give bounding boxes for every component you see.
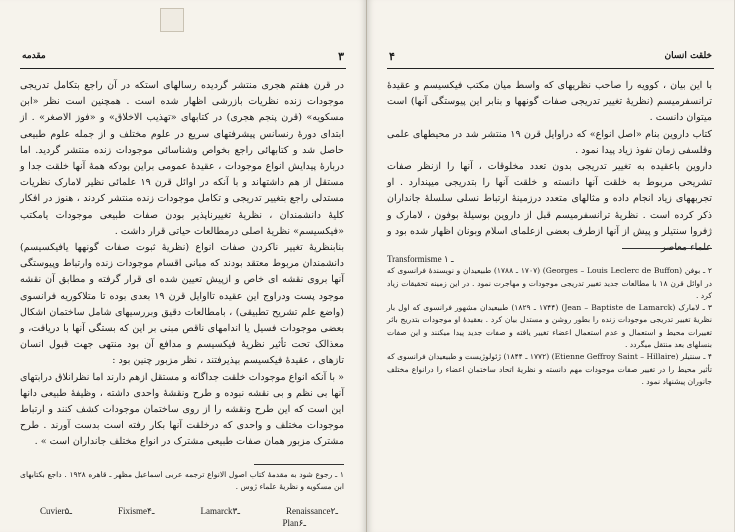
footnote: ۳ ـ لامارک (Jean – Baptiste de Lamarck) (۱۷۴۴ ـ ۱۸۲۹) طبیعیدان مشهور فرانسوی که اول بار نظریهٔ تغییر تدریجی موجودات زنده را بطور روشن و مستدل بیان کرد . بعقیدهٔ او موجودات بتدریج باثر تغییرات محیط و استعمال و عدم استعمال اعضاء تغییر یافته و صفات جدید پیدا میکنند و این صفات بنسلهای بعد منتقل میگردد . <box>387 303 713 350</box>
left-footnotes <box>20 458 344 494</box>
paragraph: « با آنکه انواع موجودات خلقت جداگانه و مستقل ازهم دارند اما نظرانلاق درابتهای آنها بی نظم و بی نقشه نبوده و طرح ونقشهٔ واحدی داشته ، وظیفهٔ طبیعی دانها این است که این طرح ونقشه را از روی ساختمان موجودات کشف کنند و ارتباط موجودات مختلف و واحدی که درخلقت آنها بکار رفته است بدست آورند . طرح مشترک مزبور همان صفات طبیعی مشترک در انواع مختلف جانداران است » . <box>20 371 344 448</box>
right-body-text <box>387 78 712 256</box>
left-page-header <box>20 50 346 69</box>
paragraph: کتاب داروین بنام «اصل انواع» که دراوایل قرن ۱۹ منتشر شد در محیطهای علمی وفلسفی زمان نفوذ زیاد پیدا نمود . <box>387 128 712 156</box>
latin-term: Lamarck ـ۳ <box>200 506 240 516</box>
right-page <box>367 0 734 532</box>
footnote: ۴ ـ سنتیلر (Etienne Geffroy Saint – Hillaire) (۱۷۷۲ ـ ۱۸۴۴) ژئولوژیست و طبیعیدان فرانسوی که تأثیر محیط را در تغییر صفات موجودات مهم دانسته و نظریهٔ اتحاد ساختمان اعضاء را درانواع مختلف جانوران پیشنهاد نمود . <box>387 352 712 386</box>
footnote: ۲ ـ بوفن (Georges – Louis Leclerc de Buffon) (۱۷۰۷ ـ ۱۷۸۸) طبیعیدان و نویسندهٔ فرانسوی که در اوائل قرن ۱۸ با مطالعات جدید تغییر تدریجی موجودات و مهاجرت نمود . در این زمینه تحقیقات زیاد کرد . <box>387 266 712 300</box>
latin-term: Cuvier ـ۵ <box>40 506 72 516</box>
running-title: مقدمه <box>22 51 46 61</box>
page-number: ۳ <box>338 50 344 63</box>
paragraph: در قرن هفتم هجری منتشر گردیده رسالهای استکه در آن راجع بتکامل تدریجی موجودات زنده نظریات بازرشی اظهار شده است . همچنین است نظر «ابن مسکویه» (قرن پنجم هجری) در کتابهای «تهذیب الاخلاق» و «فوز الاصغر» . از ابتدای دورهٔ رنسانس پیشرفتهای سریع در علوم مختلف و از جمله علوم طبیعی حاصل شد و کتابهائی راجع بخواص وشناسائی موجودات زنده منتشر گردید. اما دربارهٔ پیدایش انواع موجودات ، عقیدهٔ عمومی براین بودکه همهٔ آنها خلقت جدا و مستقل از هم داشتهاند و با آنکه در اوائل قرن ۱۹ علمائی نظیر لامارک نظریات مستدلی راجع بتغییر تدریجی و تکامل موجودات زنده منتشر کردند ، هنوز در افکار کلیهٔ دانشمندان ، نظریهٔ تغییرناپذیر بودن صفات طبیعی موجودات یامکتب «فیکسیسم» نظریهٔ اصلی درمطالعات حیاتی قرار داشت . <box>20 80 344 237</box>
latin-term: Renaissance ـ۲ <box>286 506 338 516</box>
footnote: ۱ ـ رجوع شود به مقدمهٔ کتاب اصول الانواع ترجمه عربی اسماعیل مظهر ـ قاهره ۱۹۲۸ . داجع بکتابهای ابن مسکویه و نظریهٔ علماء ژوس . <box>20 470 344 492</box>
footnote-heading: Transformisme ـ ۱ <box>387 254 454 264</box>
latin-term-last: Plan ـ۶ <box>282 518 306 528</box>
latin-terms-row <box>40 506 338 517</box>
paragraph: بنابنظریهٔ تغییر ناکردن صفات انواع (نظریهٔ ثبوت صفات گونهها یافیکسیسم) دانشمندان مربوط معتقد بودند که مبانی اقسام موجودات زنده وارتباط وپیوستگی آنها بروی نقشه ای خاص و ازپیش تعیین شده ای قرار گرفته و مطابق آن نقشه موجود پست ودراوج این عقیده تااوایل قرن ۱۹ بعدی بوده تا متلاکوریه فرانسوی (واضع علم تشریح تطبیقی) ، بامطالعات دقیق وبررسیهای شامل ساختمان اشکال بعضی موجودات فسیل یا اندامهای ناقص مبنی بر این که بستگی آنها با دریافت، و معذالک تحت تأثیر نظریهٔ فیکسیسم و مدافع آن بود منتهی جهت قبول انسان تازهای ، عقیدهٔ فیکسیسم بپذیرفتند ، نظر مزبور چنین بود : <box>20 242 345 367</box>
paragraph: با این بیان ، کوویه را صاحب نظریهای که واسط میان مکتب فیکسیسم و عقیدهٔ ترانسفرمیسم (نظریهٔ تغییر تدریجی صفات گونهها و بنابر این پیوستگی آنها) است میتوان دانست . <box>387 80 712 124</box>
footnote-divider <box>254 464 344 465</box>
right-footnotes <box>387 242 712 388</box>
paragraph: داروین باعقیده به تغییر تدریجی بدون تعدد مخلوقات ، آنها را ازنظر صفات تشریحی مربوط به خلقت آنها دانسته و خلقت آنها را بتدریجی میپندارد . او تجربههای زیاد انجام داده و مثالهای متعدد درزمینهٔ ارتباط نسلی سلسلهٔ جانداران ذکر کرده است . نظریهٔ ترانسفرمیسم قبل از داروین بوسیلهٔ بوفون ، لامارک و ژفروا سنتیلر و پیش از آنها ازطرف بعضی ازعلمای اسلام وبونان اظهار شده بود و علماء معاصر <box>387 161 712 254</box>
right-page-header <box>387 50 714 69</box>
latin-term: Fixisme ـ۴ <box>118 506 155 516</box>
page-corner-mark <box>160 8 184 32</box>
left-body-text <box>20 78 344 451</box>
page-number: ۴ <box>389 50 395 63</box>
left-page <box>0 0 367 532</box>
running-title: خلقت انسان <box>664 51 712 61</box>
footnote-divider <box>622 248 712 249</box>
